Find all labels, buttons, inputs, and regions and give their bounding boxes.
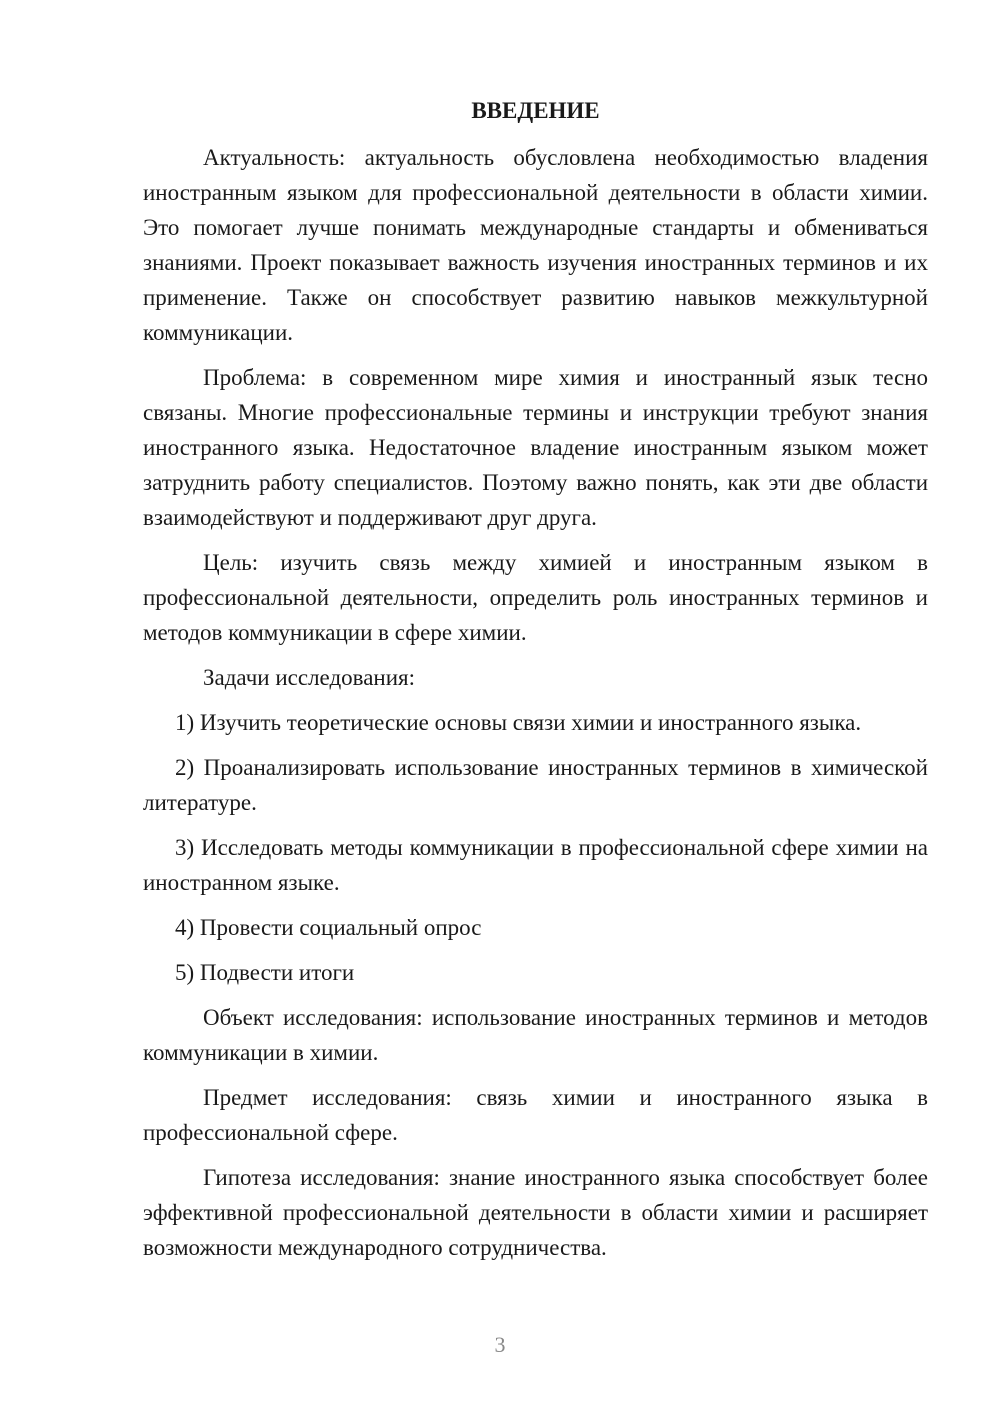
- task-item-4: 4) Провести социальный опрос: [175, 915, 482, 940]
- tasks-heading: Задачи исследования:: [203, 665, 416, 690]
- hypothesis-paragraph: Гипотеза исследования: знание иностранного языка способствует более эффективной профессиональной деятельности в области химии и расширяет возможности международного сотрудничества.: [143, 1165, 928, 1260]
- section-title: ВВЕДЕНИЕ: [471, 98, 600, 123]
- relevance-paragraph: Актуальность: актуальность обусловлена необходимостью владения иностранным языком для профессиональной деятельности в области химии. Это помогает лучше понимать международные стандарты и обмениваться знаниями. Проект показывает важность изучения иностранных терминов и их применение. Также он способствует развитию навыков межкультурной коммуникации.: [143, 145, 928, 345]
- goal-paragraph: Цель: изучить связь между химией и иностранным языком в профессиональной деятельности, определить роль иностранных терминов и методов коммуникации в сфере химии.: [143, 550, 928, 645]
- page-number: 3: [494, 1332, 506, 1357]
- subject-paragraph: Предмет исследования: связь химии и иностранного языка в профессиональной сфере.: [143, 1085, 928, 1145]
- problem-paragraph: Проблема: в современном мире химия и иностранный язык тесно связаны. Многие профессиональные термины и инструкции требуют знания иностранного языка. Недостаточное владение иностранным языком может затруднить работу специалистов. Поэтому важно понять, как эти две области взаимодействуют и поддерживают друг друга.: [143, 365, 928, 530]
- object-paragraph: Объект исследования: использование иностранных терминов и методов коммуникации в химии.: [143, 1005, 928, 1065]
- page-content: [143, 93, 928, 1275]
- task-item-5: 5) Подвести итоги: [175, 960, 355, 985]
- task-item-3: 3) Исследовать методы коммуникации в профессиональной сфере химии на иностранном языке.: [143, 835, 928, 895]
- task-item-1: 1) Изучить теоретические основы связи химии и иностранного языка.: [175, 710, 862, 735]
- task-item-2: 2) Проанализировать использование иностранных терминов в химической литературе.: [143, 755, 928, 815]
